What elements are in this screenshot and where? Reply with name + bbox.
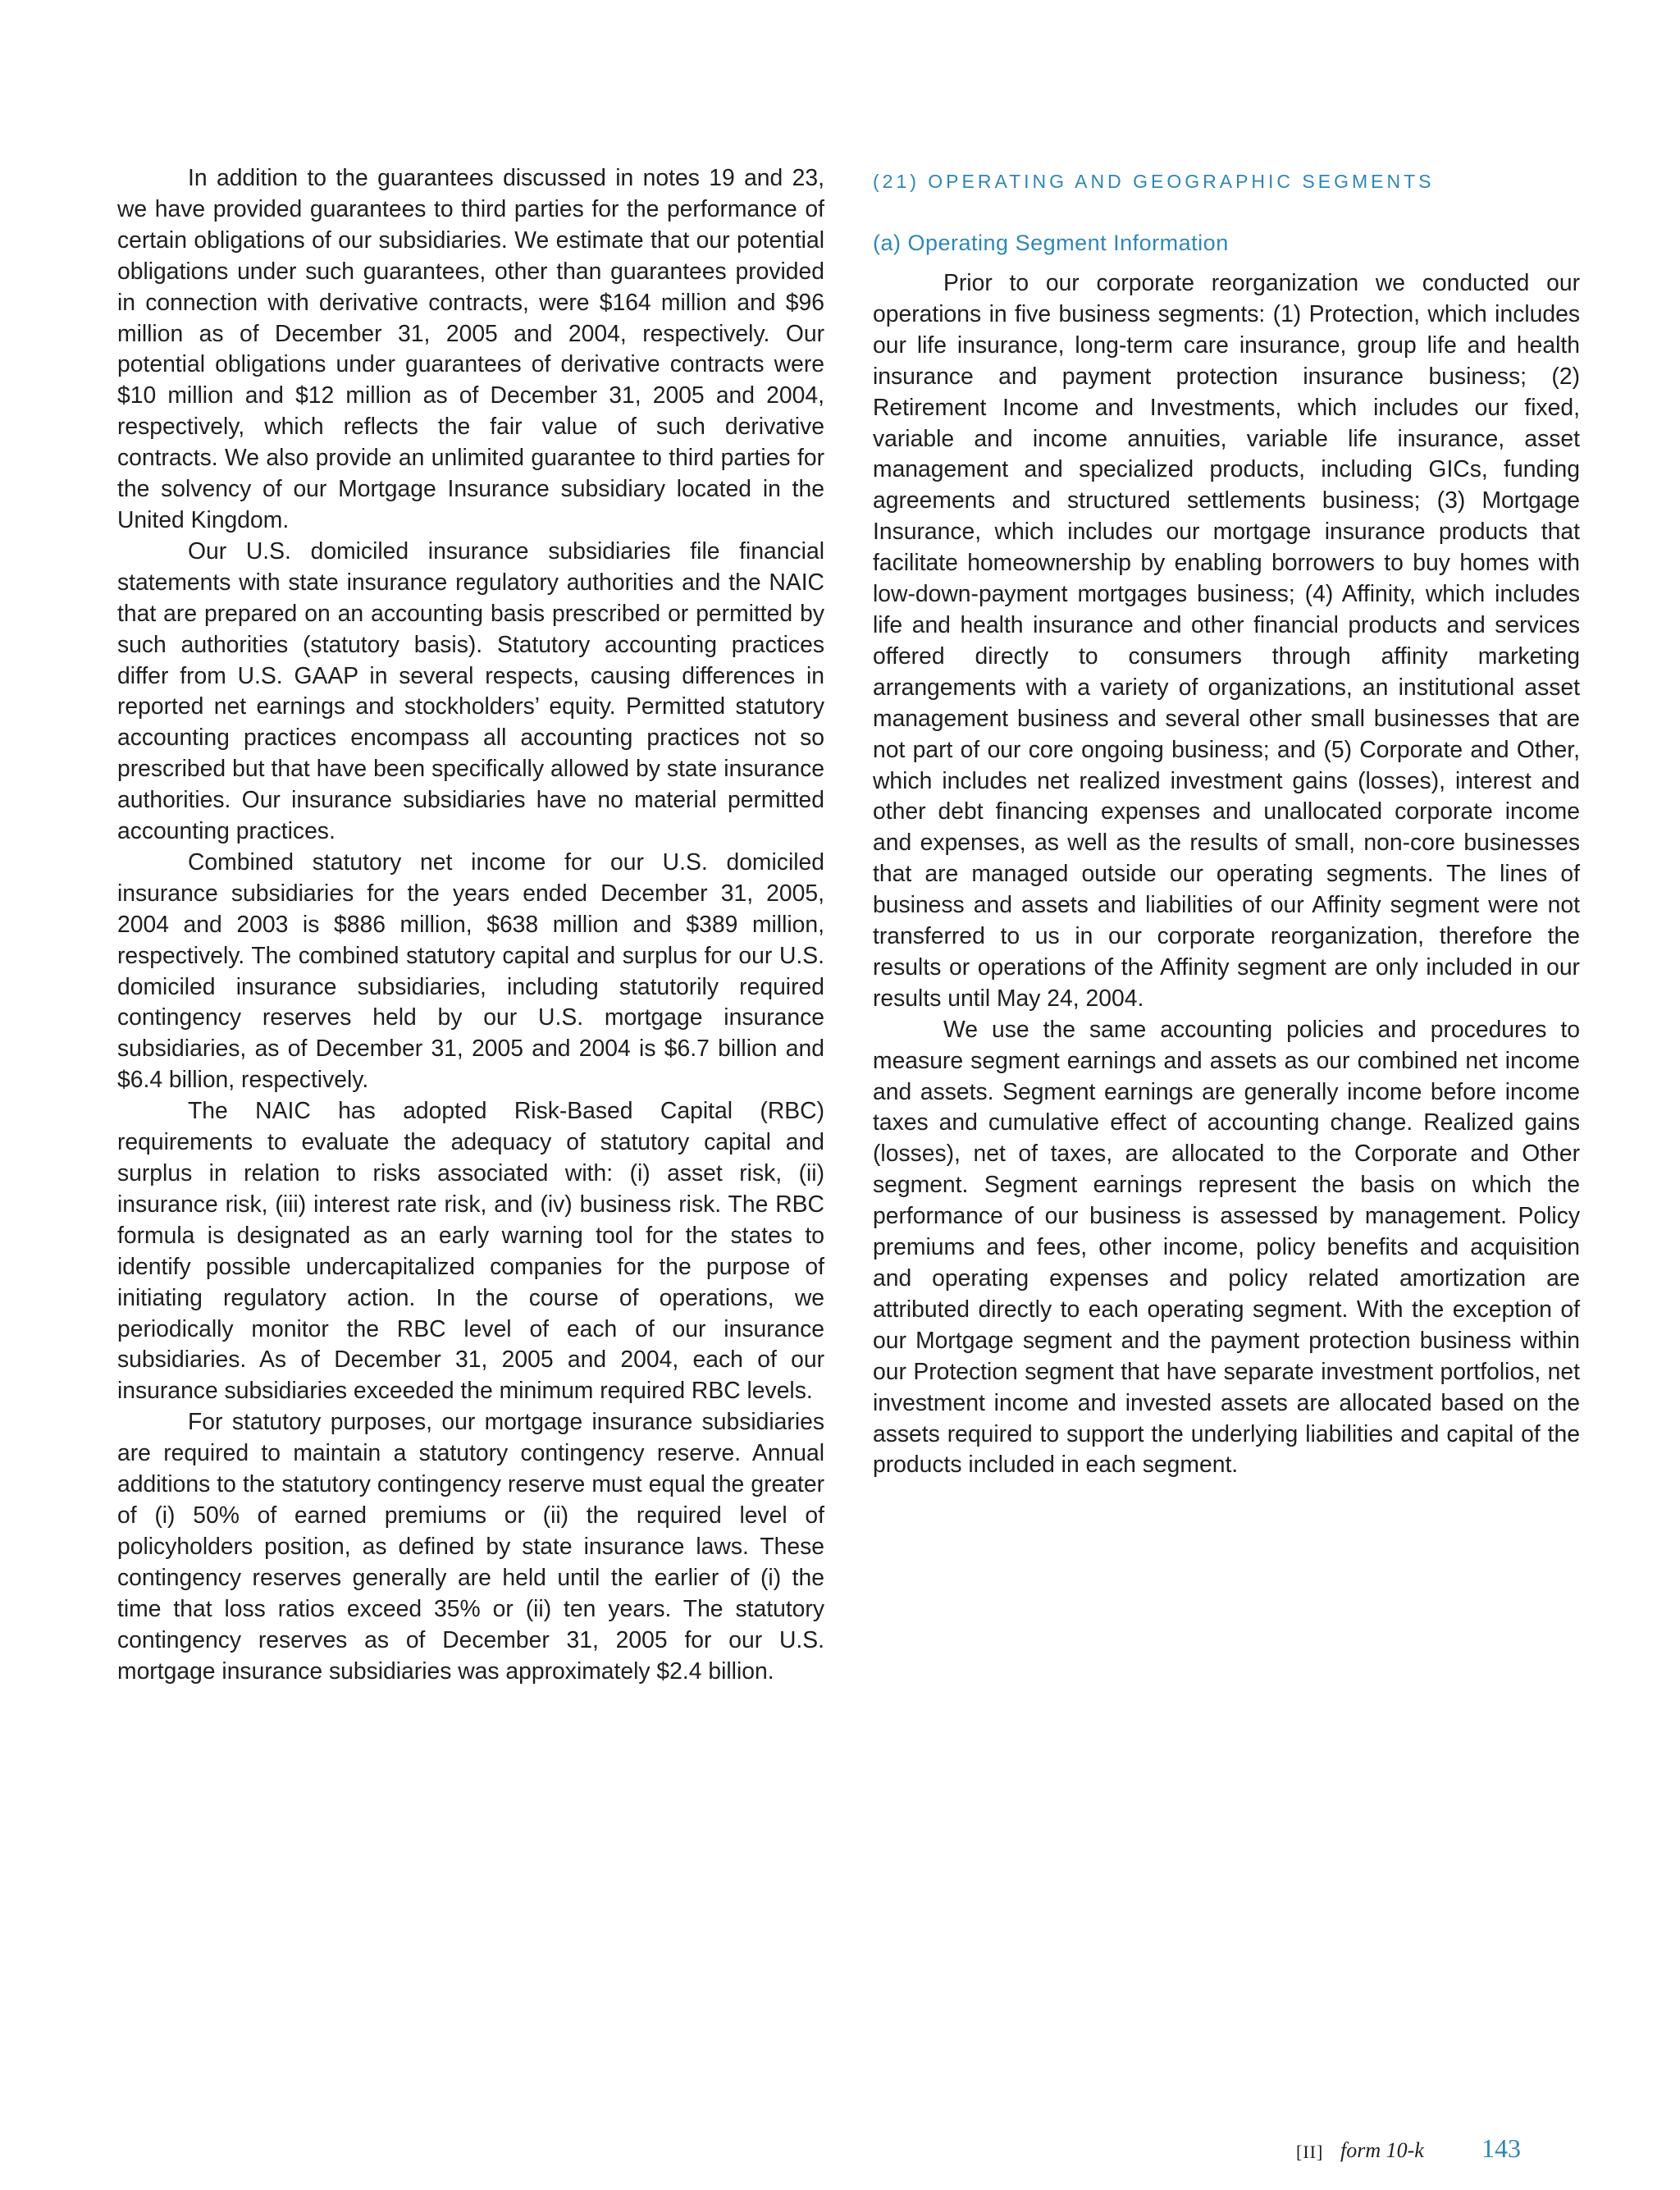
right-column bbox=[873, 162, 1580, 1480]
paragraph-segment-earnings: We use the same accounting policies and procedures to measure segment earnings and assets as our combined net income and assets. Segment earnings are generally income before income taxes and cumulative effect of accounting change. Realized gains (losses), net of taxes, are allocated to the Corporate and Other segment. Segment earnings represent the basis on which the performance of our business is assessed by management. Policy premiums and fees, other income, policy benefits and acquisition and operating expenses and policy related amortization are attributed directly to each operating segment. With the exception of our Mortgage segment and the payment protection business within our Protection segment that have separate investment portfolios, net investment income and invested assets are allocated based on the assets required to support the underlying liabilities and capital of the products included in each segment. bbox=[873, 1015, 1580, 1478]
paragraph-guarantees: In addition to the guarantees discussed in notes 19 and 23, we have provided guarantees to third parties for the performance of certain obligations of our subsidiaries. We estimate that our potential obligations under such guarantees, other than guarantees provided in connection with derivative contracts, were $164 million and $96 million as of December 31, 2005 and 2004, respectively. Our potential obligations under guarantees of derivative contracts were $10 million and $12 million as of December 31, 2005 and 2004, respectively, which reflects the fair value of such derivative contracts. We also provide an unlimited guarantee to third parties for the solvency of our Mortgage Insurance subsidiary located in the United Kingdom. bbox=[117, 164, 824, 533]
section-heading: (21) OPERATING AND GEOGRAPHIC SEGMENTS bbox=[873, 171, 1435, 192]
paragraph-statutory-net-income: Combined statutory net income for our U.S. domiciled insurance subsidiaries for the years ended December 31, 2005, 2004 and 2003 is $886 million, $638 million and $389 million, respectively. The combined statutory capital and surplus for our U.S. domiciled insurance subsidiaries, including statutorily required contingency reserves held by our U.S. mortgage insurance subsidiaries, as of December 31, 2005 and 2004 is $6.7 billion and $6.4 billion, respectively. bbox=[117, 848, 824, 1093]
paragraph-rbc: The NAIC has adopted Risk-Based Capital (RBC) requirements to evaluate the adequacy of statutory capital and surplus in relation to risks associated with: (i) asset risk, (ii) insurance risk, (iii) interest rate risk, and (iv) business risk. The RBC formula is designated as an early warning tool for the states to identify possible undercapitalized companies for the purpose of initiating regulatory action. In the course of operations, we periodically monitor the RBC level of each of our insurance subsidiaries. As of December 31, 2005 and 2004, each of our insurance subsidiaries exceeded the minimum required RBC levels. bbox=[117, 1097, 824, 1404]
footer-form-label: form 10-k bbox=[1340, 2138, 1424, 2162]
paragraph-business-segments: Prior to our corporate reorganization we conducted our operations in five business segments: (1) Protection, which includes our life insurance, long-term care insurance, group life and health insurance and payment protection insurance business; (2) Retirement Income and Investments, which includes our fixed, variable and income annuities, variable life insurance, asset management and specialized products, including GICs, funding agreements and structured settlements business; (3) Mortgage Insurance, which includes our mortgage insurance products that facilitate homeownership by enabling borrowers to buy homes with low-down-payment mortgages business; (4) Affinity, which includes life and health insurance and other financial products and services offered directly to consumers through affinity marketing arrangements with a variety of organizations, an institutional asset management business and several other small businesses that are not part of our core ongoing business; and (5) Corporate and Other, which includes net realized investment gains (losses), interest and other debt financing expenses and unallocated corporate income and expenses, as well as the results of small, non-core businesses that are managed outside our operating segments. The lines of business and assets and liabilities of our Affinity segment were not transferred to us in our corporate reorganization, therefore the results or operations of the Affinity segment are only included in our results until May 24, 2004. bbox=[873, 269, 1580, 1011]
subsection-heading: (a) Operating Segment Information bbox=[873, 231, 1229, 255]
paragraph-statutory-basis: Our U.S. domiciled insurance subsidiaries file financial statements with state insurance regulatory authorities and the NAIC that are prepared on an accounting basis prescribed or permitted by such authorities (statutory basis). Statutory accounting practices differ from U.S. GAAP in several respects, causing differences in reported net earnings and stockholders’ equity. Permitted statutory accounting practices encompass all accounting practices not so prescribed but that have been specifically allowed by state insurance authorities. Our insurance subsidiaries have no material permitted accounting practices. bbox=[117, 537, 824, 844]
left-column bbox=[117, 162, 824, 1686]
page-footer bbox=[1296, 2133, 1526, 2171]
page-number: 143 bbox=[1481, 2133, 1521, 2163]
footer-part: [II] bbox=[1296, 2142, 1324, 2162]
paragraph-contingency-reserve: For statutory purposes, our mortgage insurance subsidiaries are required to maintain a statutory contingency reserve. Annual additions to the statutory contingency reserve must equal the greater of (i) 50% of earned premiums or (ii) the required level of policyholders position, as defined by state insurance laws. These contingency reserves generally are held until the earlier of (i) the time that loss ratios exceed 35% or (ii) ten years. The statutory contingency reserves as of December 31, 2005 for our U.S. mortgage insurance subsidiaries was approximately $2.4 billion. bbox=[117, 1408, 824, 1684]
